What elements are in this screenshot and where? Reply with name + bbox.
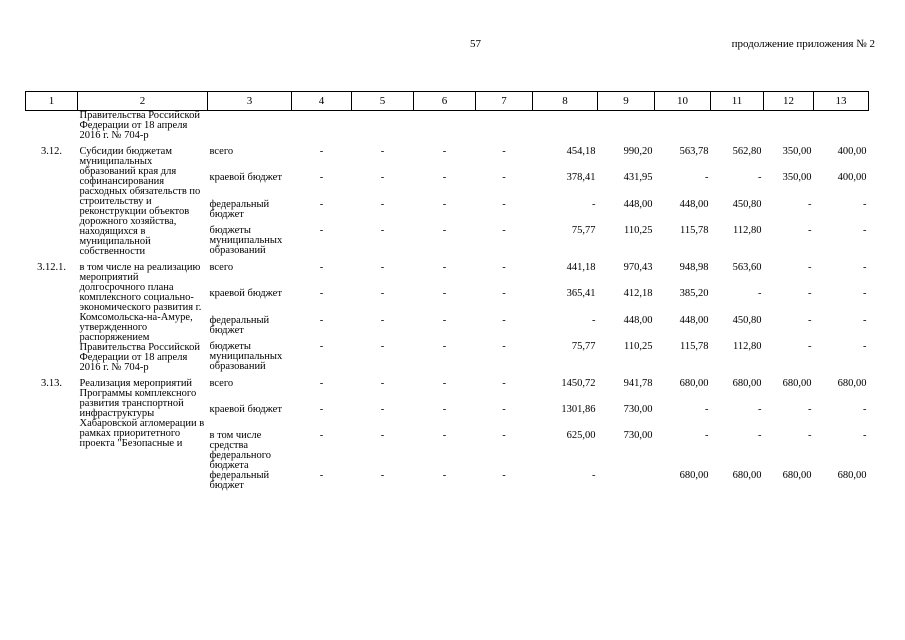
value-cell: - bbox=[758, 172, 762, 184]
value-cell: - bbox=[380, 262, 385, 273]
value-cell: - bbox=[758, 404, 762, 415]
value-cell: - bbox=[380, 172, 385, 184]
funding-source: бюджеты муниципальных образований bbox=[209, 341, 283, 373]
value-cell: 1450,72 bbox=[561, 378, 596, 389]
section-title: в том числе на реализацию мероприятий долгосрочного плана комплексного социально-экономического развития г. Комсомольска-на-Амуре, утвержденного распоряжением Правительства Российской Федерации от 18 апреля 2016 г. № 704-р bbox=[79, 262, 202, 373]
value-cell: 625,00 bbox=[566, 430, 596, 441]
funding-source: всего bbox=[209, 262, 234, 273]
value-cell: 75,77 bbox=[571, 225, 596, 237]
value-cell: - bbox=[592, 314, 596, 326]
section-title: Субсидии бюджетам муниципальных образований края для софинансирования расходных обязательств по строительству и реконструкции объектов дорожного хозяйства, находящихся в муниципальной собственности bbox=[79, 146, 201, 257]
section-title: Реализация мероприятий Программы комплексного развития транспортной инфраструктуры Хабаровской агломерации в рамках приоритетного проекта "Безопасные и bbox=[79, 378, 205, 449]
value-cell: - bbox=[319, 404, 324, 415]
value-cell: - bbox=[442, 314, 447, 326]
value-cell: 350,00 bbox=[782, 172, 812, 184]
value-cell: - bbox=[442, 404, 447, 415]
value-cell: - bbox=[808, 288, 812, 300]
value-cell: 680,00 bbox=[782, 470, 812, 481]
value-cell: - bbox=[319, 225, 324, 237]
value-cell: - bbox=[863, 430, 867, 441]
value-cell: - bbox=[808, 198, 812, 210]
value-cell: - bbox=[502, 404, 506, 415]
value-cell: - bbox=[442, 341, 447, 353]
funding-source: бюджеты муниципальных образований bbox=[209, 225, 283, 257]
col-header: 10 bbox=[655, 92, 711, 111]
value-cell: 450,80 bbox=[732, 198, 762, 210]
value-cell: 448,00 bbox=[623, 198, 653, 210]
value-cell: - bbox=[502, 172, 506, 184]
value-cell: - bbox=[758, 430, 762, 441]
value-cell: 941,78 bbox=[623, 378, 653, 389]
value-cell: 448,00 bbox=[623, 314, 653, 326]
funding-source: всего bbox=[209, 378, 234, 389]
value-cell: - bbox=[442, 378, 447, 389]
col-header: 4 bbox=[292, 92, 352, 111]
value-cell: 112,80 bbox=[733, 225, 762, 237]
value-cell: - bbox=[502, 341, 506, 353]
funding-source: в том числе средства федерального бюджета bbox=[209, 430, 272, 471]
value-cell: 400,00 bbox=[837, 172, 867, 184]
value-cell: - bbox=[442, 288, 447, 300]
funding-source: краевой бюджет bbox=[209, 404, 282, 415]
carry-text: Правительства Российской Федерации от 18 апреля 2016 г. № 704-р bbox=[79, 110, 200, 141]
col-header: 1 bbox=[26, 92, 78, 111]
funding-source: краевой бюджет bbox=[209, 288, 282, 300]
value-cell: 680,00 bbox=[837, 378, 867, 389]
value-cell: - bbox=[863, 288, 867, 300]
continuation-note: продолжение приложения № 2 bbox=[731, 38, 875, 50]
value-cell: - bbox=[380, 288, 385, 300]
value-cell: 431,95 bbox=[623, 172, 653, 184]
value-cell: - bbox=[442, 225, 447, 237]
value-cell: - bbox=[808, 404, 812, 415]
col-header: 11 bbox=[711, 92, 764, 111]
value-cell: - bbox=[502, 314, 506, 326]
carry-row bbox=[26, 111, 869, 142]
value-cell: - bbox=[380, 225, 385, 237]
value-cell: - bbox=[592, 470, 596, 481]
value-cell: - bbox=[442, 262, 447, 273]
value-cell: 680,00 bbox=[837, 470, 867, 481]
value-cell: - bbox=[502, 378, 506, 389]
value-cell: - bbox=[863, 341, 867, 353]
table-row bbox=[26, 147, 869, 173]
value-cell: - bbox=[442, 430, 447, 441]
value-cell: 990,20 bbox=[623, 146, 653, 157]
funding-source: федеральный бюджет bbox=[209, 470, 270, 491]
value-cell: - bbox=[319, 262, 324, 273]
value-cell: 970,43 bbox=[623, 262, 653, 273]
value-cell: - bbox=[380, 404, 385, 415]
value-cell: - bbox=[705, 404, 709, 415]
value-cell: - bbox=[758, 288, 762, 300]
value-cell: - bbox=[319, 470, 324, 481]
value-cell: 948,98 bbox=[679, 262, 709, 273]
col-header: 8 bbox=[533, 92, 598, 111]
section-code: 3.12.1. bbox=[37, 262, 66, 273]
value-cell: - bbox=[863, 314, 867, 326]
value-cell: - bbox=[319, 378, 324, 389]
value-cell: - bbox=[502, 288, 506, 300]
value-cell: 441,18 bbox=[566, 262, 596, 273]
value-cell: - bbox=[319, 314, 324, 326]
value-cell: - bbox=[502, 430, 506, 441]
value-cell: 75,77 bbox=[571, 341, 596, 353]
value-cell: 110,25 bbox=[624, 225, 653, 237]
value-cell: - bbox=[808, 262, 812, 273]
col-header: 5 bbox=[352, 92, 414, 111]
value-cell: - bbox=[380, 470, 385, 481]
value-cell: - bbox=[319, 288, 324, 300]
value-cell: 1301,86 bbox=[561, 404, 596, 415]
funding-source: краевой бюджет bbox=[209, 172, 282, 184]
col-header: 7 bbox=[476, 92, 533, 111]
value-cell: 680,00 bbox=[732, 378, 762, 389]
value-cell: - bbox=[380, 341, 385, 353]
value-cell: - bbox=[319, 198, 324, 210]
value-cell: 730,00 bbox=[623, 430, 653, 441]
value-cell: - bbox=[863, 262, 867, 273]
value-cell: 448,00 bbox=[679, 314, 709, 326]
value-cell: - bbox=[808, 341, 812, 353]
col-header: 12 bbox=[764, 92, 814, 111]
value-cell: - bbox=[808, 430, 812, 441]
value-cell: - bbox=[380, 430, 385, 441]
value-cell: - bbox=[502, 470, 506, 481]
value-cell: 448,00 bbox=[679, 198, 709, 210]
section-code: 3.12. bbox=[41, 146, 62, 157]
col-header: 6 bbox=[414, 92, 476, 111]
value-cell: - bbox=[319, 146, 324, 157]
col-header: 3 bbox=[208, 92, 292, 111]
value-cell bbox=[598, 471, 655, 497]
value-cell: - bbox=[705, 172, 709, 184]
value-cell: 350,00 bbox=[782, 146, 812, 157]
col-header: 9 bbox=[598, 92, 655, 111]
value-cell: - bbox=[808, 225, 812, 237]
value-cell: - bbox=[380, 198, 385, 210]
value-cell: - bbox=[863, 404, 867, 415]
value-cell: 412,18 bbox=[623, 288, 653, 300]
value-cell: - bbox=[319, 430, 324, 441]
funding-source: федеральный бюджет bbox=[209, 198, 270, 220]
section-code: 3.13. bbox=[41, 378, 62, 389]
col-header: 13 bbox=[814, 92, 869, 111]
value-cell: 400,00 bbox=[837, 146, 867, 157]
value-cell: 378,41 bbox=[566, 172, 596, 184]
value-cell: - bbox=[380, 314, 385, 326]
value-cell: - bbox=[442, 198, 447, 210]
value-cell: - bbox=[863, 198, 867, 210]
value-cell: 730,00 bbox=[623, 404, 653, 415]
value-cell: - bbox=[380, 378, 385, 389]
value-cell: - bbox=[442, 470, 447, 481]
value-cell: 680,00 bbox=[732, 470, 762, 481]
value-cell: - bbox=[319, 172, 324, 184]
value-cell: 365,41 bbox=[566, 288, 596, 300]
value-cell: 112,80 bbox=[733, 341, 762, 353]
value-cell: - bbox=[502, 146, 506, 157]
value-cell: - bbox=[442, 172, 447, 184]
col-header: 2 bbox=[78, 92, 208, 111]
page-number: 57 bbox=[470, 38, 481, 50]
value-cell: 562,80 bbox=[732, 146, 762, 157]
value-cell: - bbox=[319, 341, 324, 353]
budget-table bbox=[25, 91, 869, 503]
value-cell: 115,78 bbox=[680, 341, 709, 353]
value-cell: 563,78 bbox=[679, 146, 709, 157]
value-cell: 680,00 bbox=[679, 378, 709, 389]
funding-source: всего bbox=[209, 146, 234, 157]
table-row bbox=[26, 379, 869, 405]
value-cell: 115,78 bbox=[680, 225, 709, 237]
value-cell: - bbox=[808, 314, 812, 326]
value-cell: 680,00 bbox=[782, 378, 812, 389]
value-cell: 110,25 bbox=[624, 341, 653, 353]
value-cell: - bbox=[863, 225, 867, 237]
value-cell: 454,18 bbox=[566, 146, 596, 157]
header-row bbox=[26, 92, 869, 111]
funding-source: федеральный бюджет bbox=[209, 314, 270, 336]
value-cell: 450,80 bbox=[732, 314, 762, 326]
value-cell: - bbox=[502, 262, 506, 273]
value-cell: - bbox=[442, 146, 447, 157]
value-cell: - bbox=[502, 198, 506, 210]
value-cell: - bbox=[592, 198, 596, 210]
value-cell: 680,00 bbox=[679, 470, 709, 481]
value-cell: - bbox=[502, 225, 506, 237]
value-cell: 563,60 bbox=[732, 262, 762, 273]
value-cell: 385,20 bbox=[679, 288, 709, 300]
value-cell: - bbox=[705, 430, 709, 441]
table-row bbox=[26, 263, 869, 289]
value-cell: - bbox=[380, 146, 385, 157]
